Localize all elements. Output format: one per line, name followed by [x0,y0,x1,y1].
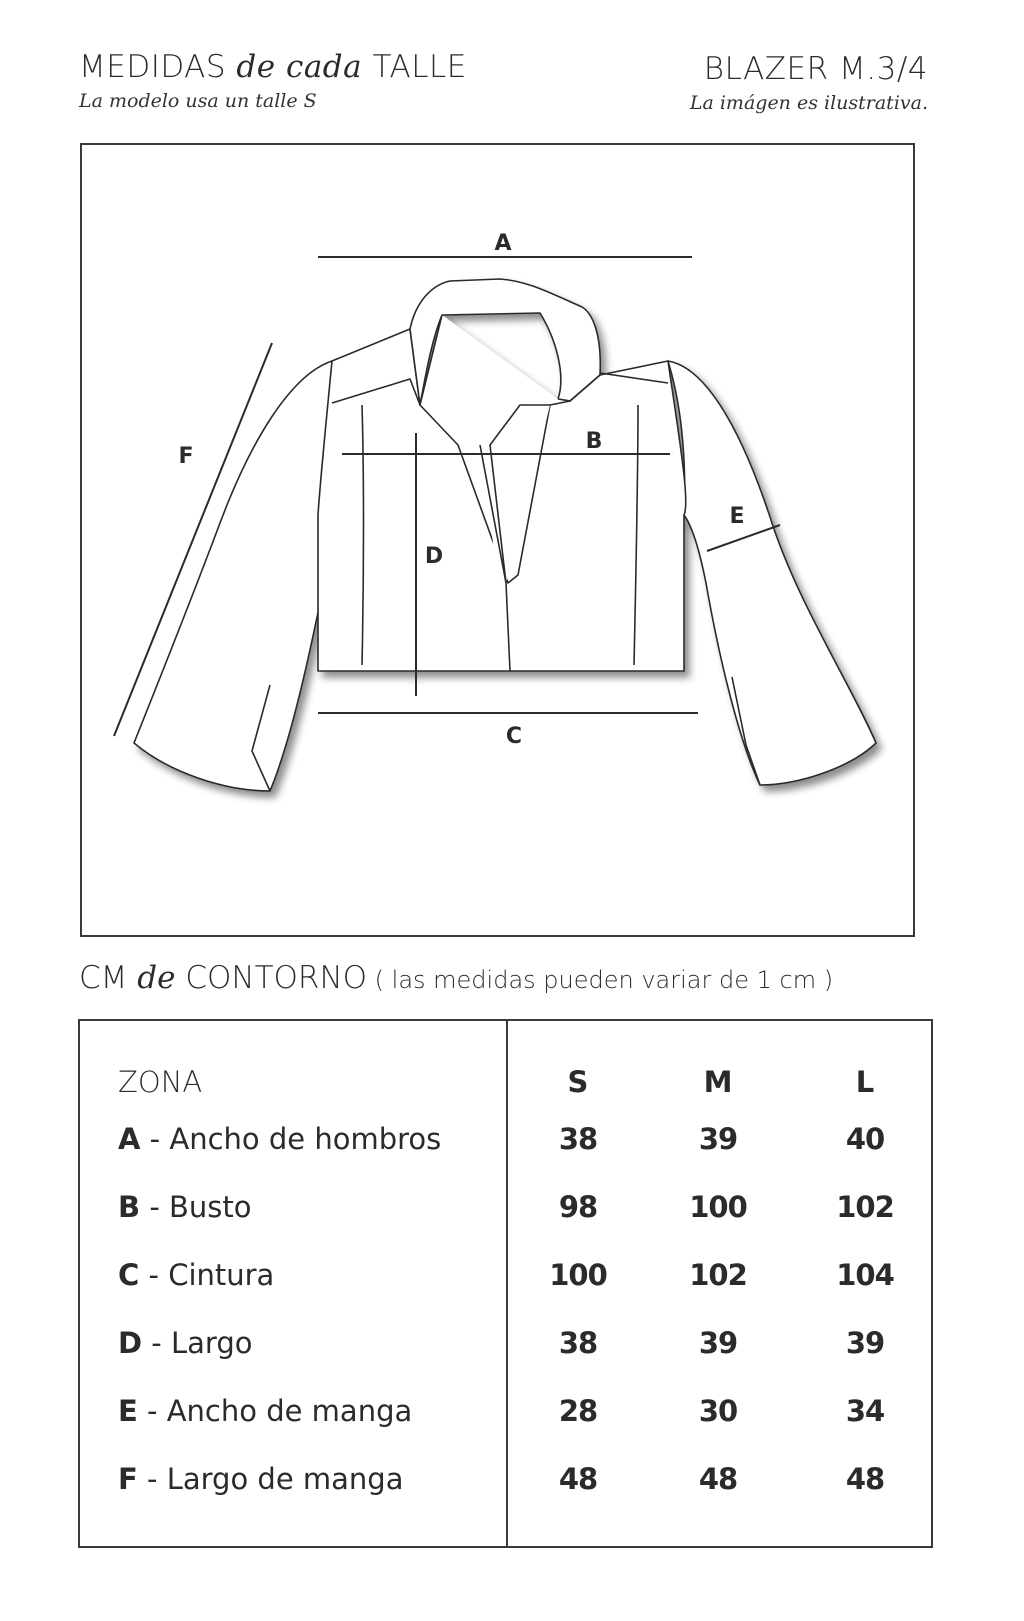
title-pre: MEDIDAS [79,49,227,85]
label-a: A [494,231,512,256]
value-m: 39 [698,1326,738,1360]
value-l: 34 [845,1394,885,1428]
product-name: BLAZER M.3/4 [703,51,928,87]
zone-cell [118,1326,252,1360]
value-m: 39 [698,1122,738,1156]
table-row [80,1190,931,1230]
value-s: 28 [558,1394,598,1428]
illustrative-note: La imágen es ilustrativa. [689,92,928,114]
value-s: 98 [558,1190,598,1224]
table-row [80,1326,931,1366]
zone-cell [118,1190,252,1224]
header-s: S [567,1065,589,1099]
value-l: 48 [845,1462,885,1496]
title-post: TALLE [372,49,467,85]
zone-letter: D [118,1326,143,1360]
zone-name: - Largo de manga [137,1462,404,1496]
zone-cell [118,1394,412,1428]
zone-letter: C [118,1258,140,1292]
header-l: L [855,1065,875,1099]
zone-name: - Busto [140,1190,252,1224]
value-l: 40 [845,1122,885,1156]
zone-name: - Ancho de manga [137,1394,413,1428]
label-e: E [729,504,745,529]
header-zone: ZONA [118,1065,203,1099]
value-s: 38 [558,1326,598,1360]
header-m: M [703,1065,733,1099]
value-m: 48 [698,1462,738,1496]
header-right [690,52,928,114]
value-m: 102 [689,1258,747,1292]
model-size-note: La modelo usa un talle S [79,90,317,112]
measurements-heading [79,960,833,996]
value-l: 102 [836,1190,894,1224]
header-left [79,50,467,112]
label-d: D [424,544,444,569]
heading-post: CONTORNO [185,960,368,996]
zone-letter: B [118,1190,141,1224]
zone-cell [118,1122,441,1156]
label-f: F [178,444,194,469]
table-header-row [80,1065,931,1105]
zone-name: - Largo [142,1326,253,1360]
heading-pre: CM [79,960,128,996]
garment-diagram [80,143,915,937]
blazer-outline [134,279,876,791]
value-s: 38 [558,1122,598,1156]
zone-cell [118,1258,274,1292]
zone-letter: E [118,1394,138,1428]
blazer-illustration [80,143,915,937]
zone-letter: A [118,1122,141,1156]
value-s: 100 [549,1258,607,1292]
table-row [80,1462,931,1502]
title-mid: de cada [236,49,363,85]
label-b: B [585,429,603,454]
variation-note: ( las medidas pueden variar de 1 cm ) [367,966,834,994]
heading-mid: de [137,960,176,996]
size-table [78,1019,933,1548]
value-l: 39 [845,1326,885,1360]
value-s: 48 [558,1462,598,1496]
table-row [80,1258,931,1298]
table-row [80,1122,931,1162]
label-c: C [505,724,523,749]
table-row [80,1394,931,1434]
value-l: 104 [836,1258,894,1292]
zone-cell [118,1462,403,1496]
zone-letter: F [118,1462,138,1496]
zone-name: - Ancho de hombros [140,1122,442,1156]
value-m: 100 [689,1190,747,1224]
value-m: 30 [698,1394,738,1428]
zone-name: - Cintura [139,1258,275,1292]
page-title [79,50,467,84]
